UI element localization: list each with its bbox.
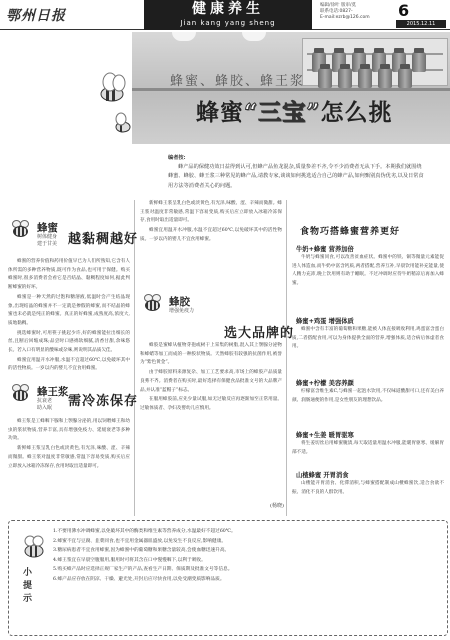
article-paragraph: 蜂蜜中含有丰富的葡萄糖和果糖,能被人体直接吸收利用,鸡蛋富含蛋白质,二者搭配食用,可以为身体提供全面的营养,增强体质,适合病后体虚者食用。 <box>292 327 444 350</box>
tip-item: 3.糖尿病患者不宜食用蜂蜜,因为蜂蜜中的葡萄糖和果糖含量较高,会使血糖迅速升高。 <box>53 548 230 553</box>
issue-date: 2015.12.11 <box>396 20 446 28</box>
article-paragraph: 挑选蜂蜜时,可用筷子挑起少许,好的蜂蜜能拉出细长的丝,且断后回缩成珠;品尝时口感绵软细腻,清香甘甜,余味悠长。若入口有明显的酸味或杂味,则说明其品质欠佳。 <box>8 330 130 354</box>
tip-heading <box>296 470 349 479</box>
author-credit: (杨晓) <box>270 503 284 509</box>
section-banner <box>144 0 312 30</box>
propolis-label-box <box>140 292 264 322</box>
flying-bee-icon <box>92 70 136 110</box>
page-header <box>0 0 450 30</box>
ceiling-lamp <box>242 32 266 41</box>
article-paragraph: 牛奶与蜂蜜同食,可以改善贫血症状。蜂蜜中的铁、铜等微量元素能促进人体造血,而牛奶中富含钙质,两者搭配,营养互补,早晨饮用能补充能量,使人精力充沛,晚上饮用则有助于睡眠。不过冲调时应待牛奶稍凉后再加入蜂蜜。 <box>292 255 444 287</box>
tip-item: 4.蜂王浆宜在早晨空腹服用,服用时可将其含在口中慢慢咽下,以利于吸收。 <box>53 557 206 563</box>
bee-icon <box>10 220 32 238</box>
tip-heading-text: 蜂蜜+柠檬 美容养颜 <box>296 380 354 387</box>
tip-heading <box>296 430 354 439</box>
bee-body <box>145 300 160 311</box>
bee-body <box>13 226 28 237</box>
ceiling-lamp <box>172 32 196 41</box>
tip-heading-text: 蜂蜜+鸡蛋 增强体质 <box>296 318 354 325</box>
tip-heading <box>296 378 354 387</box>
article-paragraph: 将生姜切丝后用蜂蜜腌渍,每天取适量用温水冲服,能暖胃驱寒、缓解胃部不适。 <box>292 441 444 455</box>
honey-jar <box>358 68 372 88</box>
tip-item: 2.蜂蜜不宜与豆腐、韭菜同食,也不宜用金属器皿盛放,以免发生不良反应,影响健康。 <box>53 538 227 544</box>
article-paragraph: 柠檬富含维生素C,与蜂蜜一起泡水饮用,不仅味道酸甜可口,还有美白养颜、润肠通便的作用,是女性朋友的理想饮品。 <box>292 389 444 403</box>
tip-heading-text: 山楂蜂蜜 开胃消食 <box>296 472 349 479</box>
honey-jar <box>412 52 426 72</box>
page-number: 6 <box>398 1 410 20</box>
article-paragraph: 蜂蜜宜用温开水冲服,水温不宜超过60℃,以免破坏其中的活性物质。一岁以内的婴儿不宜食用蜂蜜。 <box>8 357 130 372</box>
honey-sub: 建于甘美 <box>37 241 58 247</box>
article-paragraph: 新鲜蜂王浆呈乳白色或淡黄色,有光泽,味酸、涩、辛辣而微甜。蜂王浆对温度非常敏感,常温下容易变质,购买后应立即放入冰箱冷冻保存,食用时取出适量即可。 <box>8 446 130 469</box>
right-column-title: 食物巧搭蜂蜜营养更好 <box>300 227 401 237</box>
propolis-section-title: 选大品牌的 <box>224 326 295 341</box>
tip-text <box>292 388 444 406</box>
flying-bee-icon <box>110 112 138 136</box>
tips-list <box>53 527 441 584</box>
royal-jelly-name: 蜂王浆 <box>37 386 69 398</box>
newspaper-logo: 鄂州日报 <box>6 8 66 24</box>
royal-jelly-article <box>8 418 130 472</box>
editor-meta <box>320 3 370 21</box>
bee-icon <box>21 535 47 561</box>
propolis-article <box>140 342 282 415</box>
honey-section-title: 越黏稠越好 <box>68 232 139 247</box>
honey-jar <box>318 68 332 88</box>
honey-article <box>8 258 130 375</box>
headline-highlight: “三宝” <box>244 99 321 126</box>
bee-icon <box>10 384 32 402</box>
tip-text <box>292 480 444 498</box>
tip-heading <box>296 244 354 253</box>
tips-label: 小提示 <box>23 568 33 604</box>
honey-sub: 树体健身 <box>37 234 58 240</box>
tips-box <box>8 520 448 636</box>
royal-jelly-continued <box>140 200 282 246</box>
article-paragraph: 蜂蜜宜用温开水冲服,水温不宜超过60℃,以免破坏其中的活性物质。一岁以内的婴儿不宜食用蜂蜜。 <box>140 228 282 242</box>
tip-heading <box>296 316 354 325</box>
article-paragraph: 新鲜蜂王浆呈乳白色或淡黄色,有光泽,味酸、涩、辛辣而微甜。蜂王浆对温度非常敏感,常温下容易变质,购买后应立即放入冰箱冷冻保存,食用时取出适量即可。 <box>140 201 282 224</box>
honey-name: 蜂蜜 <box>37 222 58 234</box>
tip-text <box>292 254 444 290</box>
column-divider <box>134 200 135 516</box>
tip-text <box>292 440 444 458</box>
meta-line: 联系电话:0827- <box>320 9 353 14</box>
honey-jar <box>398 68 412 88</box>
headline-part: 怎么挑 <box>320 99 393 126</box>
propolis-sub: 增强免疫力 <box>169 308 195 314</box>
article-paragraph: 山楂能开胃消食、化滞消积,与蜂蜜搭配制成山楂蜂蜜饮,适合食欲不振、消化不良的人群饮用。 <box>292 481 444 495</box>
honey-jar <box>378 68 392 88</box>
article-paragraph: 在服用蜂胶前,应先少量试服,如无过敏反应再逐渐加至正常用量。过敏体质者、孕妇及婴幼儿应慎用。 <box>140 397 282 411</box>
tip-item: 5.购买蜂产品时应选择正规厂家生产的产品,查看生产日期、保质期及批准文号等信息。 <box>53 567 233 572</box>
article-paragraph: 蜂胶是蜜蜂从植物芽孢或树干上采集的树脂,混入其上颚腺分泌物和蜂蜡等加工而成的一种胶状物质。天然蜂胶有较强的抗菌作用,被誉为“紫色黄金”。 <box>140 343 282 366</box>
article-paragraph: 由于蜂胶原料来源复杂、加工工艺要求高,市场上的蜂胶产品质量良莠不齐。消费者在购买时,最好选择有保健食品批准文号的大品牌产品,并认准“蓝帽子”标志。 <box>140 370 282 393</box>
column-divider <box>286 200 287 516</box>
editor-note <box>168 154 426 191</box>
meta-line: E-mail:ezrb@126.com <box>320 15 370 20</box>
tip-text <box>292 326 444 353</box>
bee-body <box>13 390 28 401</box>
royal-jelly-section-title: 需冷冻保存 <box>68 394 139 409</box>
tip-heading-text: 蜂蜜+生姜 暖胃驱寒 <box>296 432 354 439</box>
propolis-name: 蜂胶 <box>169 296 190 308</box>
article-paragraph: 蜂蜜的营养价值和药用价值早已为人们所熟知,它含有人体所需的多种营养物质,既可作为食品,也可用于保健。购买蜂蜜时,很多消费者会看它是否结晶、黏稠程度如何,据此判断蜂蜜的好坏。 <box>8 259 130 291</box>
tip-item: 6.蜂产品应存放在阴凉、干燥、避光处,开封后应尽快食用,以免受潮变质影响品质。 <box>53 576 225 582</box>
section-title: 健康养生 <box>192 1 264 17</box>
article-paragraph: 蜂蜜是一种天然的过饱和糖溶液,低温时会产生结晶现象,出现结晶的蜂蜜并不一定就是掺假的蜂蜜,而不结晶的蜂蜜也未必就是纯正的蜂蜜。真正的好蜂蜜,成熟度高,浓度大,质地黏稠。 <box>8 294 130 326</box>
tip-heading-text: 牛奶+蜂蜜 营养加倍 <box>296 246 354 253</box>
section-pinyin: Jian kang yang sheng <box>180 19 276 27</box>
editor-note-text: 蜂产品的保健功效日益得到认可,但蜂产品鱼龙混杂,质量参差不齐,令不少消费者无从下手。本期我们就围绕蜂蜜、蜂胶、蜂王浆三种常见的蜂产品,请教专家,谈谈如何挑选适合自己的蜂产品,如何甄别真伪优劣,以及日常食用方法等消费者关心的问题。 <box>168 164 424 189</box>
royal-jelly-sub: 助入眠 <box>37 405 53 411</box>
bee-icon <box>142 294 164 312</box>
main-headline <box>196 94 392 127</box>
article-paragraph: 蜂王浆是工蜂咽下腺和上颚腺分泌的,用以饲喂蜂王和幼虫的浆状物质,营养丰富,具有增强免疫力、延缓衰老等多种功效。 <box>8 419 130 442</box>
editor-note-label: 编者按: <box>168 155 186 161</box>
headline-kicker: 蜂蜜、蜂胶、蜂王浆 <box>170 74 306 89</box>
tip-item: 1.不要用沸水冲调蜂蜜,以免破坏其中的酶类和维生素等营养成分,水温最好不超过60℃。 <box>53 529 236 534</box>
royal-jelly-sub: 抗衰老 <box>37 398 53 404</box>
honey-jar <box>338 68 352 88</box>
meta-line: 编辑/徐叶 版审/莫 <box>320 3 356 8</box>
headline-part: 蜂蜜 <box>196 99 244 126</box>
